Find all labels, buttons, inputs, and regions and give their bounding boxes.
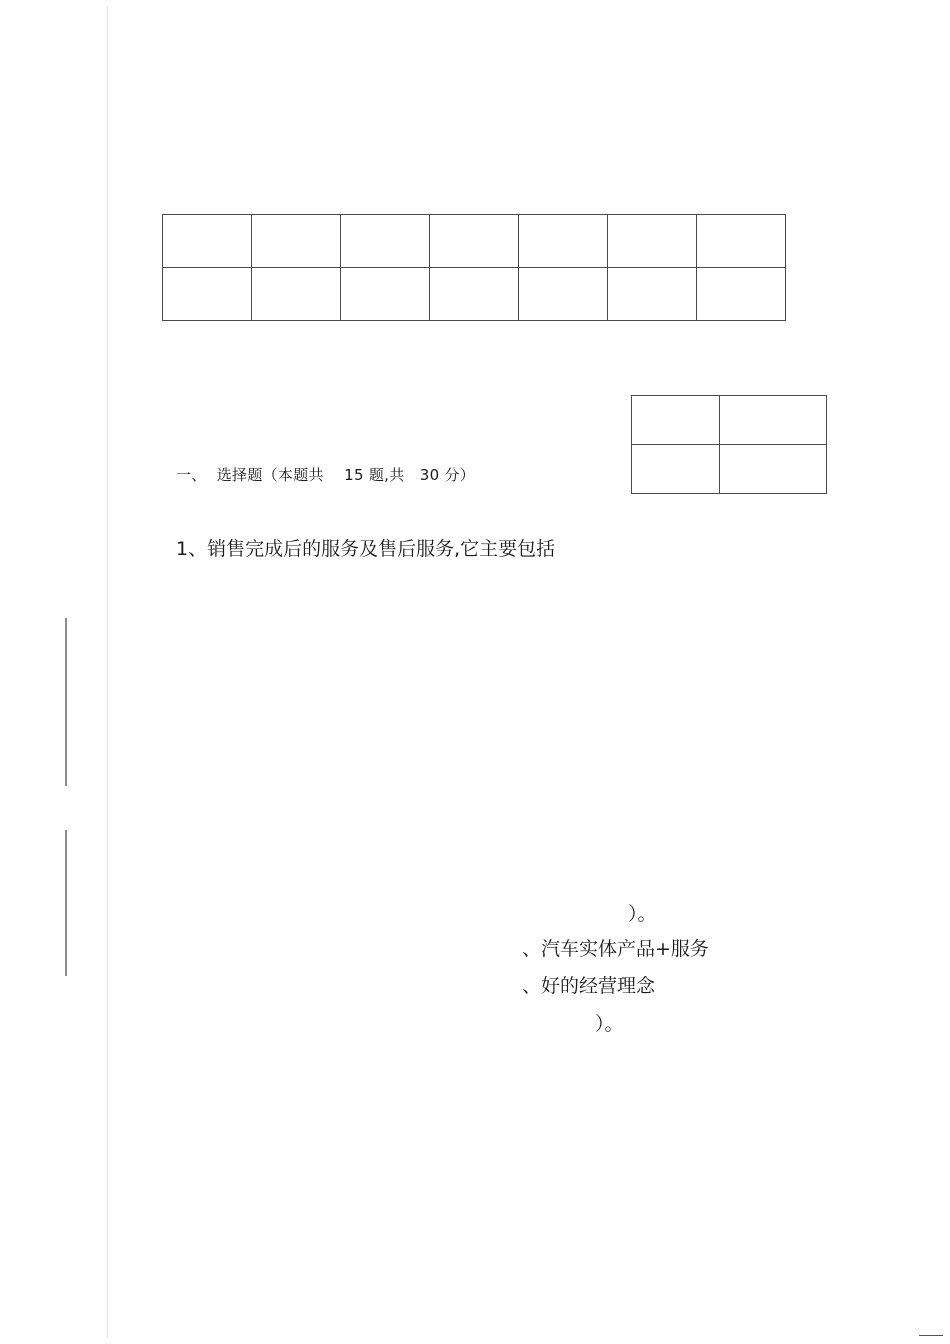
score-cell <box>697 215 786 268</box>
score-cell <box>252 268 341 321</box>
closing-paren-fragment: ）。 <box>628 903 657 925</box>
grader-cell <box>720 445 827 494</box>
score-cell <box>341 215 430 268</box>
grader-cell <box>632 445 720 494</box>
score-summary-table <box>162 214 786 321</box>
score-cell <box>341 268 430 321</box>
grader-cell <box>720 396 827 445</box>
score-cell <box>163 268 252 321</box>
score-cell <box>608 215 697 268</box>
answer-option: 、好的经营理念 <box>522 975 656 997</box>
question-stem: 1、销售完成后的服务及售后服务,它主要包括 <box>176 538 556 560</box>
binding-line-upper <box>65 618 67 786</box>
score-cell <box>608 268 697 321</box>
binding-line-lower <box>65 830 67 976</box>
score-cell <box>519 268 608 321</box>
grader-table-row <box>632 445 827 494</box>
grader-score-table <box>631 395 827 494</box>
score-table-row <box>163 215 786 268</box>
score-cell <box>252 215 341 268</box>
score-cell <box>163 215 252 268</box>
score-table-row <box>163 268 786 321</box>
score-cell <box>519 215 608 268</box>
page-corner-mark <box>919 1335 943 1336</box>
score-cell <box>430 268 519 321</box>
grader-cell <box>632 396 720 445</box>
answer-option: 、汽车实体产品+服务 <box>522 938 709 960</box>
score-cell <box>697 268 786 321</box>
closing-paren-fragment: ）。 <box>595 1013 624 1035</box>
section-heading: 一、 选择题（本题共 15 题,共 30 分） <box>176 466 476 484</box>
score-cell <box>430 215 519 268</box>
page-margin-rule <box>107 6 108 1338</box>
grader-table-row <box>632 396 827 445</box>
